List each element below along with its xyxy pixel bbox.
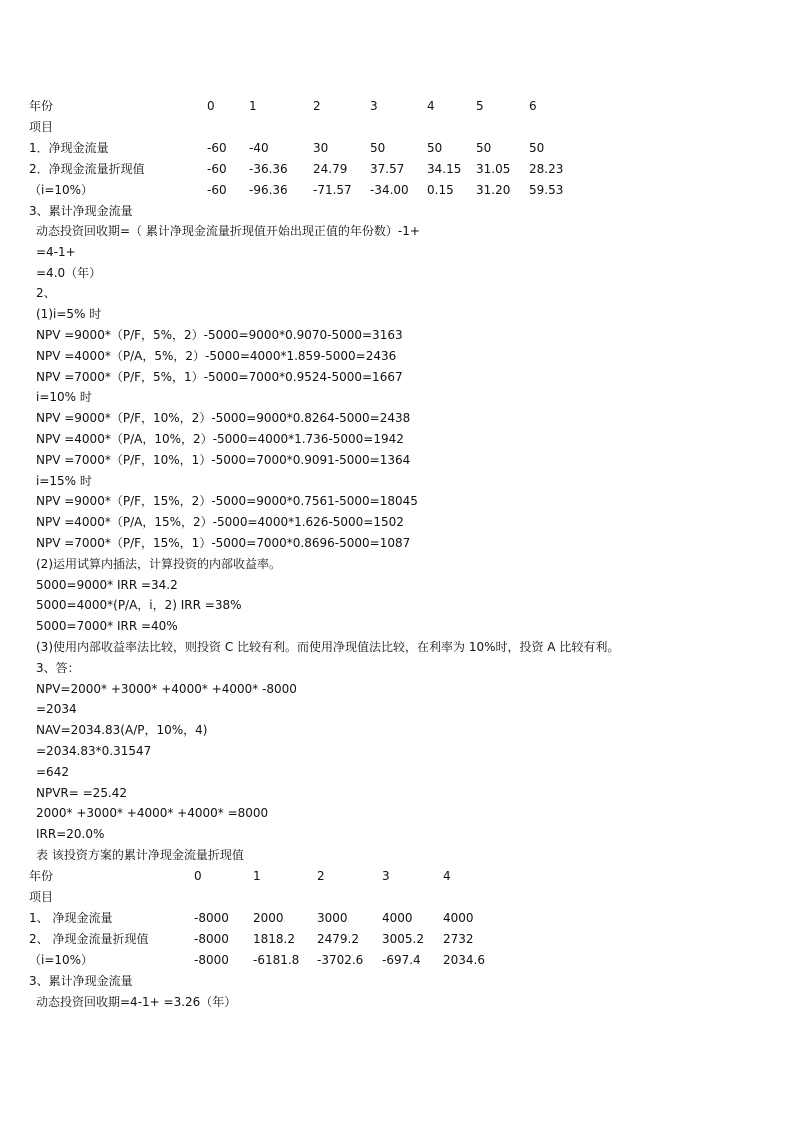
text-line: (2)运用试算内插法，计算投资的内部收益率。	[36, 556, 281, 571]
year-col: 4	[443, 869, 451, 883]
cell-value: 37.57	[370, 162, 405, 176]
text-line: NAV=2034.83(A/P，10%，4)	[36, 723, 208, 738]
row-label: （i=10%）	[29, 183, 94, 197]
text-line: 动态投资回收期=（ 累计净现金流量折现值开始出现正值的年份数）-1+	[36, 224, 420, 238]
text-line: NPV =7000*（P/F，5%，1）-5000=7000*0.9524-5000=1667	[36, 369, 403, 384]
cell-value: 4000	[382, 911, 413, 925]
text-line: IRR=20.0%	[36, 827, 105, 842]
year-label: 年份	[29, 99, 54, 113]
cell-value: 24.79	[313, 162, 348, 176]
conclusion-text: 动态投资回收期=4-1+ =3.26（年）	[36, 995, 237, 1009]
text-line: (3)使用内部收益率法比较，则投资 C 比较有利。而使用净现值法比较，在利率为 10%时，投资 A 比较有利。	[36, 639, 620, 654]
text-line: NPV =7000*（P/F，10%，1）-5000=7000*0.9091-5000=1364	[36, 452, 411, 467]
year-col: 4	[427, 99, 435, 113]
cell-value: -3702.6	[317, 953, 364, 967]
text-line: NPV =7000*（P/F，15%，1）-5000=7000*0.8696-5000=1087	[36, 535, 411, 550]
table-header-row	[29, 96, 749, 117]
text-line: =4.0（年）	[36, 265, 102, 280]
year-col: 0	[207, 99, 215, 113]
cell-value: -71.57	[313, 183, 352, 197]
cell-value: 28.23	[529, 162, 564, 176]
cell-value: 1818.2	[253, 932, 295, 946]
year-col: 1	[253, 869, 261, 883]
year-col: 2	[317, 869, 325, 883]
cell-value: -60	[207, 183, 227, 197]
text-line: NPV=2000* +3000* +4000* +4000* -8000	[36, 681, 297, 696]
text-line: NPV =9000*（P/F，5%，2）-5000=9000*0.9070-5000=3163	[36, 327, 403, 342]
text-line: 表 该投资方案的累计净现金流量折现值	[36, 847, 244, 862]
year-col: 3	[370, 99, 378, 113]
row-label: 1、 净现金流量	[29, 911, 113, 925]
cell-value: 2034.6	[443, 953, 485, 967]
item-label-row	[29, 117, 749, 138]
row-label: 2、 净现金流量折现值	[29, 932, 149, 946]
footer-label: 3、累计净现金流量	[29, 974, 133, 988]
text-line: NPV =9000*（P/F，15%，2）-5000=9000*0.7561-5000=18045	[36, 494, 418, 509]
cell-value: 50	[476, 141, 492, 155]
cell-value: -697.4	[382, 953, 421, 967]
year-col: 0	[194, 869, 202, 883]
text-line: NPV =4000*（P/A，10%，2）-5000=4000*1.736-5000=1942	[36, 431, 404, 446]
year-col: 1	[249, 99, 257, 113]
cell-value: 3000	[317, 911, 348, 925]
table-header-row	[29, 866, 749, 887]
cell-value: 3005.2	[382, 932, 424, 946]
cell-value: 30	[313, 141, 329, 155]
cashflow-table-1	[29, 96, 749, 222]
text-line: NPV =9000*（P/F，10%，2）-5000=9000*0.8264-5000=2438	[36, 411, 411, 426]
cell-value: -6181.8	[253, 953, 300, 967]
year-col: 5	[476, 99, 484, 113]
cell-value: -34.00	[370, 183, 409, 197]
text-line: 5000=9000* IRR =34.2	[36, 577, 178, 592]
text-line: 3、答：	[36, 660, 80, 675]
cell-value: 50	[427, 141, 443, 155]
cell-value: 2732	[443, 932, 474, 946]
cashflow-table-2	[29, 866, 749, 1013]
cell-value: 50	[370, 141, 386, 155]
footer-label: 3、累计净现金流量	[29, 204, 133, 218]
row-label: （i=10%）	[29, 953, 94, 967]
text-line: 2、	[36, 286, 56, 301]
table-footer	[29, 201, 749, 222]
text-line: NPV =4000*（P/A，15%，2）-5000=4000*1.626-5000=1502	[36, 515, 404, 530]
year-col: 2	[313, 99, 321, 113]
cell-value: -8000	[194, 932, 229, 946]
conclusion-line	[29, 992, 749, 1013]
table-row	[29, 138, 749, 159]
text-line: =2034	[36, 702, 77, 717]
item-label: 项目	[29, 120, 54, 134]
cell-value: -36.36	[249, 162, 288, 176]
text-line: i=15% 时	[36, 473, 92, 488]
table-row	[29, 159, 749, 180]
year-col: 6	[529, 99, 537, 113]
cell-value: 34.15	[427, 162, 462, 176]
cell-value: -8000	[194, 911, 229, 925]
text-line: =2034.83*0.31547	[36, 743, 152, 758]
cell-value: 50	[529, 141, 545, 155]
cell-value: 4000	[443, 911, 474, 925]
text-line: NPV =4000*（P/A，5%，2）-5000=4000*1.859-5000=2436	[36, 348, 397, 363]
year-col: 3	[382, 869, 390, 883]
solution-text	[29, 221, 769, 866]
table-row	[29, 950, 749, 971]
row-label: 1．净现金流量	[29, 141, 109, 155]
text-line: 5000=7000* IRR =40%	[36, 619, 178, 634]
text-line: 5000=4000*(P/A，i，2) IRR =38%	[36, 598, 242, 613]
text-line: NPVR= =25.42	[36, 785, 128, 800]
text-line: 2000* +3000* +4000* +4000* =8000	[36, 806, 269, 821]
table-footer	[29, 971, 749, 992]
cell-value: -40	[249, 141, 269, 155]
cell-value: 2000	[253, 911, 284, 925]
year-label: 年份	[29, 869, 54, 883]
cell-value: -8000	[194, 953, 229, 967]
text-line: i=10% 时	[36, 390, 92, 405]
item-label: 项目	[29, 890, 54, 904]
row-label: 2．净现金流量折现值	[29, 162, 145, 176]
cell-value: 31.05	[476, 162, 511, 176]
cell-value: -60	[207, 141, 227, 155]
cell-value: 59.53	[529, 183, 564, 197]
text-line: =4-1+	[36, 244, 76, 259]
cell-value: 2479.2	[317, 932, 359, 946]
table-row	[29, 908, 749, 929]
text-line: (1)i=5% 时	[36, 307, 102, 322]
cell-value: -60	[207, 162, 227, 176]
table-row	[29, 929, 749, 950]
cell-value: 0.15	[427, 183, 454, 197]
item-label-row	[29, 887, 749, 908]
table-row	[29, 180, 749, 201]
cell-value: 31.20	[476, 183, 511, 197]
text-line: =642	[36, 764, 69, 779]
cell-value: -96.36	[249, 183, 288, 197]
